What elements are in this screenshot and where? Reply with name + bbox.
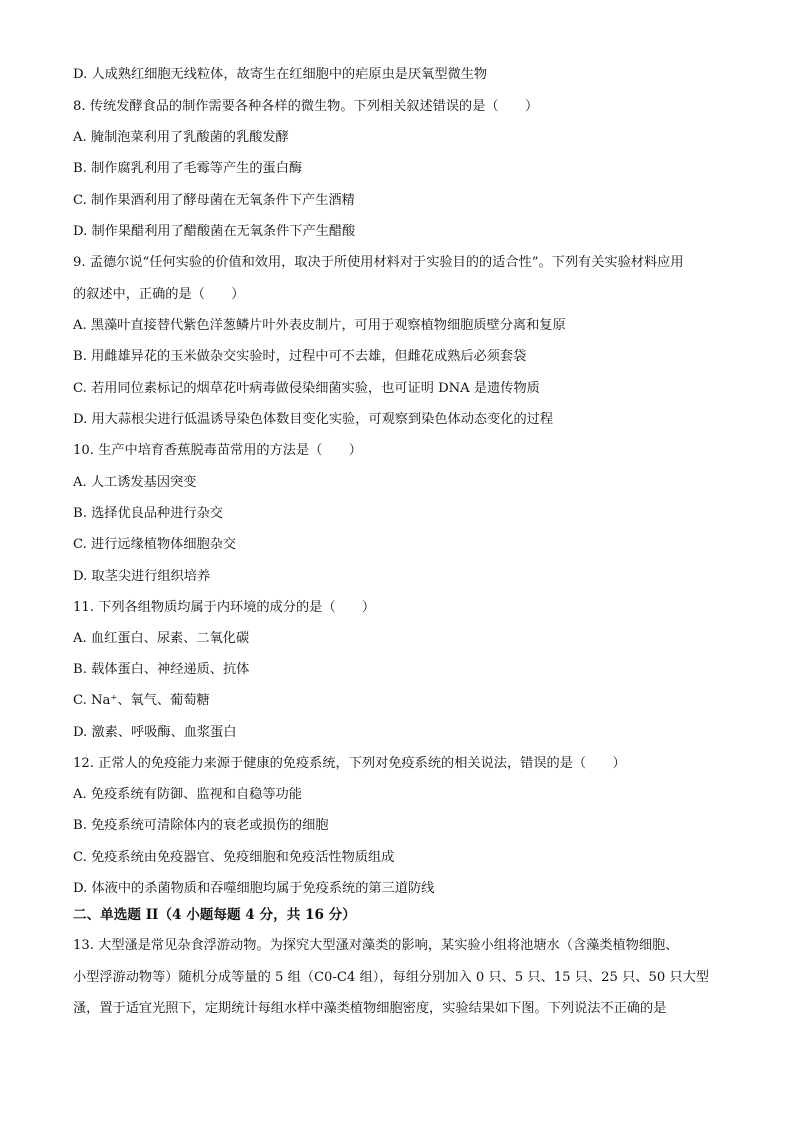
question-13-stem-cont-2: 溞，置于适宜光照下，定期统计每组水样中藻类植物细胞密度，实验结果如下图。下列说法不正确的是 xyxy=(73,1001,667,1016)
question-13-stem: 13. 大型溞是常见杂食浮游动物。为探究大型溞对藻类的影响，某实验小组将池塘水（含藻类植物细胞、 xyxy=(73,938,679,953)
option-12a: A. 免疫系统有防御、监视和自稳等功能 xyxy=(73,787,302,802)
option-10c: C. 进行远缘植物体细胞杂交 xyxy=(73,537,237,552)
question-9-stem: 9. 孟德尔说“任何实验的价值和效用，取决于所使用材料对于实验目的的适合性”。下列有关实验材料应用 xyxy=(73,255,684,270)
option-11b: B. 载体蛋白、神经递质、抗体 xyxy=(73,662,250,677)
option-8d: D. 制作果醋利用了醋酸菌在无氧条件下产生醋酸 xyxy=(73,224,356,239)
question-11-stem: 11. 下列各组物质均属于内环境的成分的是（ ） xyxy=(73,600,376,615)
option-7d: D. 人成熟红细胞无线粒体，故寄生在红细胞中的疟原虫是厌氧型微生物 xyxy=(73,67,488,82)
option-9b: B. 用雌雄异花的玉米做杂交实验时，过程中可不去雄，但雌花成熟后必须套袋 xyxy=(73,349,527,364)
option-8a: A. 腌制泡菜利用了乳酸菌的乳酸发酵 xyxy=(73,130,289,145)
question-13-stem-cont-1: 小型浮游动物等）随机分成等量的 5 组（C0-C4 组），每组分别加入 0 只、5 只、15 只、25 只、50 只大型 xyxy=(73,970,709,985)
question-8-stem: 8. 传统发酵食品的制作需要各种各样的微生物。下列相关叙述错误的是（ ） xyxy=(73,99,539,114)
question-9-stem-cont: 的叙述中，正确的是（ ） xyxy=(73,287,245,302)
question-12-stem: 12. 正常人的免疫能力来源于健康的免疫系统，下列对免疫系统的相关说法，错误的是（ ） xyxy=(73,756,626,771)
question-10-stem: 10. 生产中培育香蕉脱毒苗常用的方法是（ ） xyxy=(73,443,362,458)
option-11d: D. 激素、呼吸酶、血浆蛋白 xyxy=(73,725,237,740)
option-9c: C. 若用同位素标记的烟草花叶病毒做侵染细菌实验，也可证明 DNA 是遗传物质 xyxy=(73,381,540,396)
section-heading-2: 二、单选题 II（4 小题每题 4 分，共 16 分） xyxy=(73,907,356,923)
option-10b: B. 选择优良品种进行杂交 xyxy=(73,506,223,521)
option-12d: D. 体液中的杀菌物质和吞噬细胞均属于免疫系统的第三道防线 xyxy=(73,881,435,896)
option-12b: B. 免疫系统可清除体内的衰老或损伤的细胞 xyxy=(73,818,329,833)
option-9d: D. 用大蒜根尖进行低温诱导染色体数目变化实验，可观察到染色体动态变化的过程 xyxy=(73,412,554,427)
option-10d: D. 取茎尖进行组织培养 xyxy=(73,569,211,584)
option-11a: A. 血红蛋白、尿素、二氧化碳 xyxy=(73,631,250,646)
option-9a: A. 黑藻叶直接替代紫色洋葱鳞片叶外表皮制片，可用于观察植物细胞质壁分离和复原 xyxy=(73,318,566,333)
option-11c: C. Na⁺、氧气、葡萄糖 xyxy=(73,693,210,708)
option-8c: C. 制作果酒利用了酵母菌在无氧条件下产生酒精 xyxy=(73,193,355,208)
option-12c: C. 免疫系统由免疫器官、免疫细胞和免疫活性物质组成 xyxy=(73,850,395,865)
option-10a: A. 人工诱发基因突变 xyxy=(73,475,197,490)
option-8b: B. 制作腐乳利用了毛霉等产生的蛋白酶 xyxy=(73,161,303,176)
